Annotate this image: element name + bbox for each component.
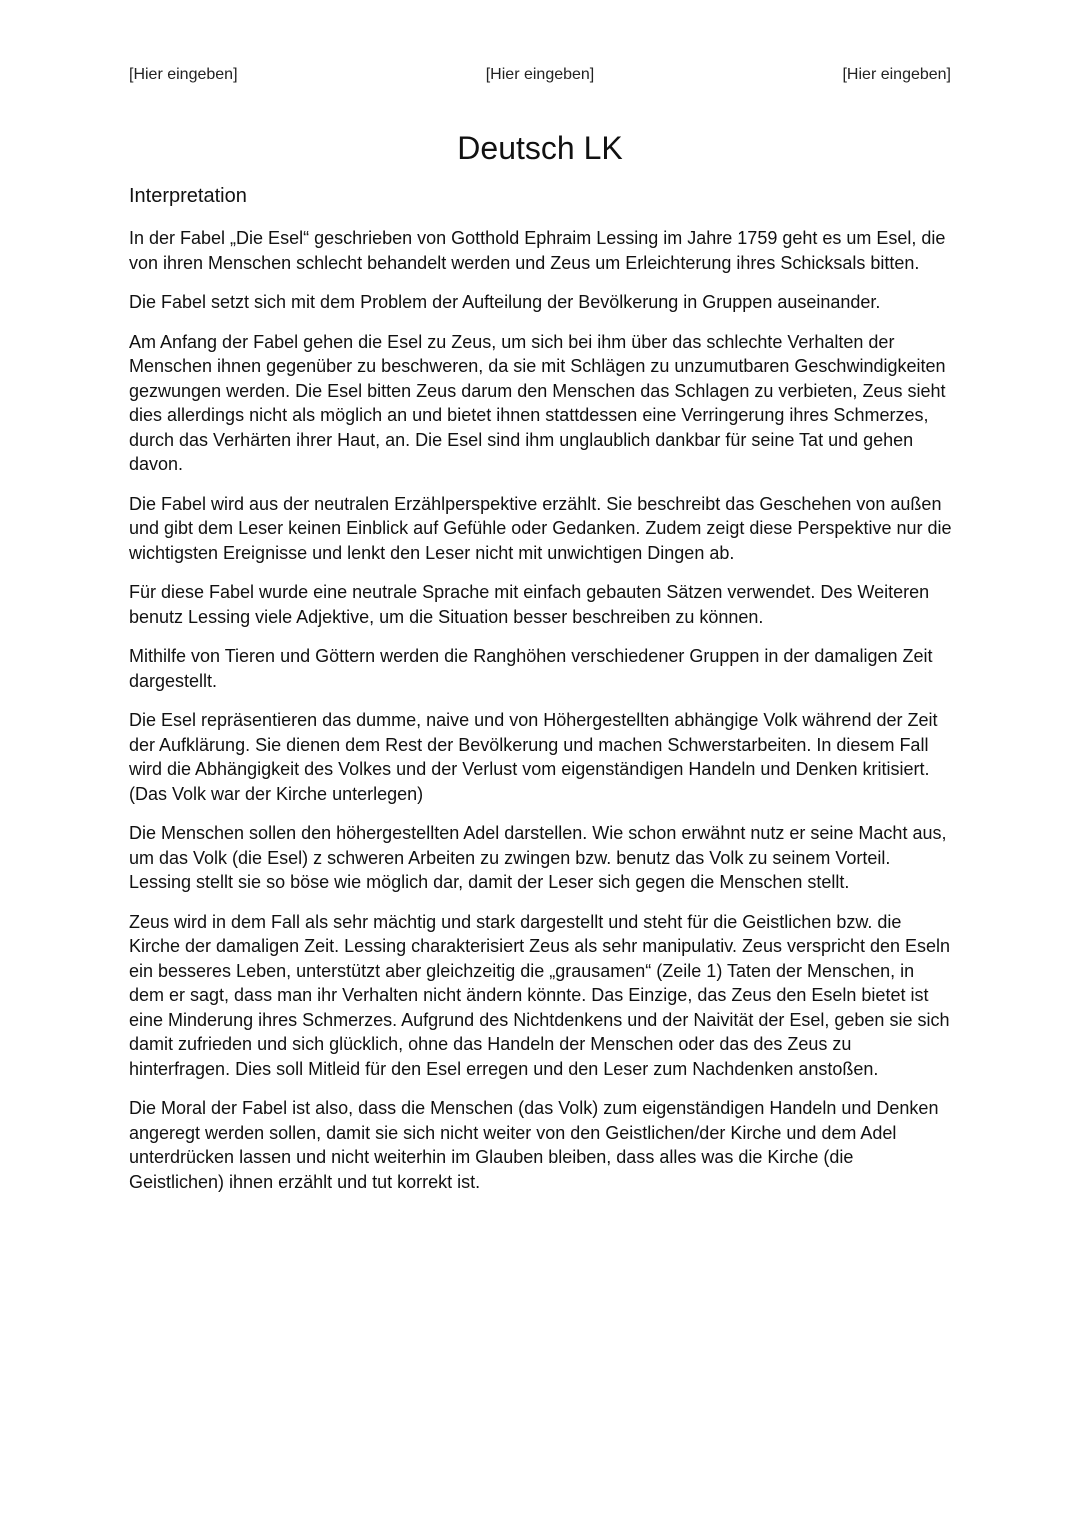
paragraph-9: Zeus wird in dem Fall als sehr mächtig und stark dargestellt und steht für die Geistlichen bzw. die Kirche der damaligen Zeit. Lessing charakterisiert Zeus als sehr manipulativ. Zeus verspricht den Eseln ein besseres Leben, unterstützt aber gleichzeitig die „grausamen“ (Zeile 1) Taten der Menschen, in dem er sagt, dass man ihr Verhalten nicht ändern könnte. Das Einzige, das Zeus den Eseln bietet ist eine Minderung ihres Schmerzes. Aufgrund des Nichtdenkens und der Naivität der Esel, geben sie sich damit zufrieden und sich glücklich, ohne das Handeln der Menschen oder das des Zeus zu hinterfragen. Dies soll Mitleid für den Esel erregen und den Leser zum Nachdenken anstoßen.	[129, 911, 951, 1079]
paragraph-4: Die Fabel wird aus der neutralen Erzählperspektive erzählt. Sie beschreibt das Geschehen von außen und gibt dem Leser keinen Einblick auf Gefühle oder Gedanken. Zudem zeigt diese Perspektive nur die wichtigsten Ereignisse und lenkt den Leser nicht mit unwichtigen Dingen ab.	[129, 493, 952, 563]
document-subtitle: Interpretation	[129, 185, 247, 207]
document-title: Deutsch LK	[457, 130, 623, 166]
paragraph-7: Die Esel repräsentieren das dumme, naive und von Höhergestellten abhängige Volk während der Zeit der Aufklärung. Sie dienen dem Rest der Bevölkerung und machen Schwerstarbeiten. In diesem Fall wird die Abhängigkeit des Volkes und der Verlust vom eigenständigen Handeln und Denken kritisiert. (Das Volk war der Kirche unterlegen)	[129, 710, 938, 804]
paragraph-3: Am Anfang der Fabel gehen die Esel zu Zeus, um sich bei ihm über das schlechte Verhalten der Menschen ihnen gegenüber zu beschweren, da sie mit Schlägen zu unzumutbaren Geschwindigkeiten gezwungen werden. Die Esel bitten Zeus darum den Menschen das Schlagen zu verbieten, Zeus sieht dies allerdings nicht als möglich an und bietet ihnen stattdessen eine Verringerung ihres Schmerzes, durch das Verhärten ihrer Haut, an. Die Esel sind ihm unglaublich dankbar für seine Tat und gehen davon.	[129, 331, 946, 474]
header-right-placeholder[interactable]: [Hier eingeben]	[842, 66, 951, 83]
paragraph-2: Die Fabel setzt sich mit dem Problem der Aufteilung der Bevölkerung in Gruppen auseinander.	[129, 292, 881, 312]
paragraph-8: Die Menschen sollen den höhergestellten Adel darstellen. Wie schon erwähnt nutz er seine Macht aus, um das Volk (die Esel) z schweren Arbeiten zu zwingen bzw. benutz das Volk zu seinem Vorteil. Lessing stellt sie so böse wie möglich dar, damit der Leser sich gegen die Menschen stellt.	[129, 823, 947, 892]
header-left-placeholder[interactable]: [Hier eingeben]	[129, 66, 238, 83]
page-header	[129, 66, 951, 90]
document-body	[129, 226, 953, 1209]
paragraph-1: In der Fabel „Die Esel“ geschrieben von Gotthold Ephraim Lessing im Jahre 1759 geht es um Esel, die von ihren Menschen schlecht behandelt werden und Zeus um Erleichterung ihres Schicksals bitten.	[129, 228, 946, 273]
paragraph-5: Für diese Fabel wurde eine neutrale Sprache mit einfach gebauten Sätzen verwendet. Des Weiteren benutz Lessing viele Adjektive, um die Situation besser beschreiben zu können.	[129, 582, 930, 627]
paragraph-10: Die Moral der Fabel ist also, dass die Menschen (das Volk) zum eigenständigen Handeln und Denken angeregt werden sollen, damit sie sich nicht weiter von den Geistlichen/der Kirche und dem Adel unterdrücken lassen und nicht weiterhin im Glauben bleiben, dass alles was die Kirche (die Geistlichen) ihnen erzählt und tut korrekt ist.	[129, 1098, 939, 1192]
header-center-placeholder[interactable]: [Hier eingeben]	[485, 66, 595, 83]
paragraph-6: Mithilfe von Tieren und Göttern werden die Ranghöhen verschiedener Gruppen in der damaligen Zeit dargestellt.	[129, 646, 933, 691]
